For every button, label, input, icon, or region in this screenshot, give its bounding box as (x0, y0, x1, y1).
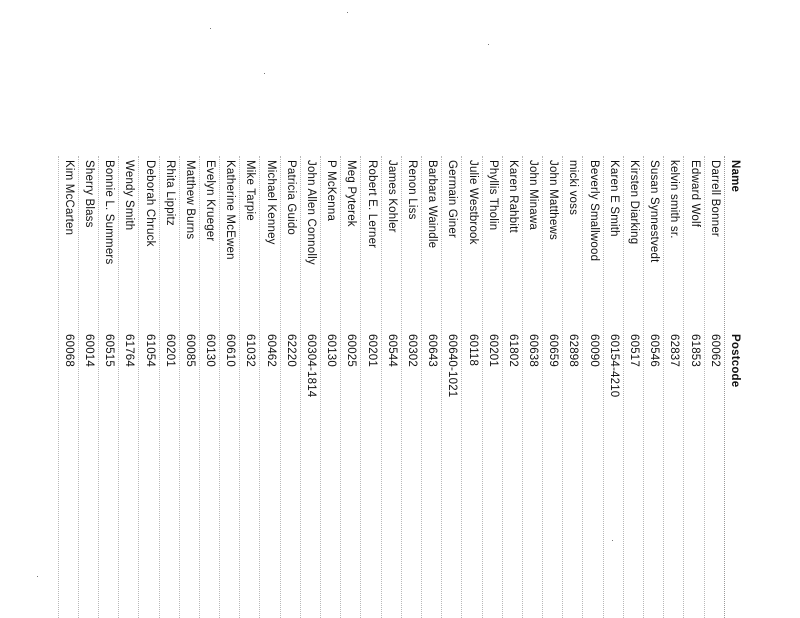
table-row (643, 156, 663, 618)
postcode-cell: 61802 (506, 334, 519, 367)
table-row (360, 156, 380, 618)
table-row (623, 156, 643, 618)
postcode-cell: 60302 (406, 334, 418, 367)
name-cell: Kirsten Diarking (628, 160, 641, 245)
table-row (340, 156, 360, 618)
name-cell: Rhita Lippitz (163, 160, 176, 226)
table-row (320, 156, 340, 618)
table-row (98, 156, 118, 618)
table-row (58, 156, 78, 618)
name-cell: Susan Synnestvedt (648, 160, 661, 263)
postcode-cell: 60118 (466, 334, 479, 367)
name-cell: Kim McCarten (62, 160, 75, 236)
scan-speck (37, 576, 38, 577)
table-row (421, 156, 441, 618)
postcode-cell: 60546 (648, 334, 661, 367)
name-cell: Julie Westbrook (466, 160, 479, 245)
postcode-cell: 60659 (547, 334, 560, 367)
name-cell: Evelyn Krueger (204, 160, 217, 242)
table-body (58, 156, 724, 618)
name-cell: Edward Wolf (688, 160, 701, 228)
name-cell: Matthew Burns (183, 160, 196, 240)
name-cell: Bonnie L. Summers (103, 160, 116, 265)
name-cell: John Allen Connolly (305, 160, 318, 265)
postcode-cell: 60154-4210 (607, 334, 620, 398)
table-row (663, 156, 683, 618)
name-cell: Darrell Bonner (708, 160, 721, 237)
postcode-cell: 61764 (123, 334, 136, 367)
postcode-cell: 60130 (325, 334, 338, 367)
postcode-cell: 60085 (183, 334, 196, 367)
table-row (260, 156, 280, 618)
table-row (199, 156, 219, 618)
postcode-cell: 60517 (628, 334, 641, 367)
table-row (118, 156, 138, 618)
table-row (542, 156, 562, 618)
table-row (522, 156, 542, 618)
name-cell: John Matthews (547, 160, 560, 240)
table-row (219, 156, 239, 618)
postcode-cell: 62837 (668, 334, 681, 367)
postcode-cell: 60025 (345, 334, 358, 367)
postcode-cell: 60090 (587, 334, 600, 367)
table-row (78, 156, 98, 618)
postcode-cell: 60610 (224, 334, 237, 367)
table-row (179, 156, 199, 618)
scan-speck (488, 44, 489, 45)
postcode-cell: 60201 (486, 334, 499, 367)
table-row (239, 156, 259, 618)
postcode-cell: 60068 (62, 334, 75, 367)
name-cell: Michael Kenney (264, 160, 277, 245)
postcode-cell: 61853 (688, 334, 701, 367)
postcode-cell: 60638 (527, 334, 540, 367)
name-cell: Barbara Waindle (426, 160, 439, 249)
table-row (482, 156, 502, 618)
postcode-cell: 61054 (143, 334, 156, 367)
rotated-contact-table (58, 156, 744, 618)
table-row (704, 156, 724, 618)
postcode-cell: 60640-1021 (446, 334, 459, 398)
name-cell: Wendy Smith (123, 160, 136, 231)
table-row (461, 156, 481, 618)
name-cell: Meg Pyterek (345, 160, 358, 227)
table-row (441, 156, 461, 618)
postcode-cell: 60201 (163, 334, 176, 367)
name-cell: Renon Liss (406, 160, 418, 220)
postcode-cell: 61032 (244, 334, 257, 367)
postcode-cell: 60462 (264, 334, 277, 367)
name-cell: kelvin smith sr. (668, 160, 681, 239)
name-cell: Mike Tarpie (244, 160, 257, 221)
postcode-cell: 60130 (204, 334, 217, 367)
name-cell: James Kohler (385, 160, 398, 233)
table-row (300, 156, 320, 618)
postcode-cell: 60014 (83, 334, 95, 367)
postcode-cell: 60544 (385, 334, 398, 367)
postcode-cell: 60062 (708, 334, 721, 367)
name-cell: Patricia Guido (284, 160, 297, 236)
table-row (138, 156, 158, 618)
name-cell: Karen Rahbitt (506, 160, 519, 233)
name-cell: Sherry Blass (83, 160, 95, 228)
postcode-cell: 60201 (365, 334, 378, 367)
table-header-row (724, 156, 744, 618)
name-cell: Germain Giner (446, 160, 459, 239)
postcode-cell: 60304-1814 (305, 334, 318, 398)
table-row (401, 156, 421, 618)
postcode-cell: 62220 (284, 334, 297, 367)
table-row (683, 156, 703, 618)
name-cell: Katherine McEwen (224, 160, 237, 260)
postcode-cell: 60515 (103, 334, 116, 367)
table-row (562, 156, 582, 618)
postcode-cell: 60643 (426, 334, 439, 367)
table-row (502, 156, 522, 618)
scan-speck (210, 28, 211, 29)
table-row (381, 156, 401, 618)
table-row (159, 156, 179, 618)
name-cell: Phyllis Tholin (486, 160, 499, 231)
name-cell: P McKenna (325, 160, 338, 222)
postcode-column-header: Postcode (729, 334, 741, 388)
table-row (280, 156, 300, 618)
table-row (583, 156, 603, 618)
name-cell: Deborah Chruck (143, 160, 156, 247)
name-cell: John Minawa (527, 160, 540, 230)
name-column-header: Name (729, 160, 741, 193)
name-cell: Robert E. Lerner (365, 160, 378, 249)
scan-speck (264, 73, 265, 74)
name-cell: micki voss (567, 160, 580, 216)
postcode-cell: 62898 (567, 334, 580, 367)
table-row (603, 156, 623, 618)
scan-speck (347, 12, 348, 13)
name-cell: Karen E Smith (607, 160, 620, 237)
name-cell: Beverly Smallwood (587, 160, 600, 262)
